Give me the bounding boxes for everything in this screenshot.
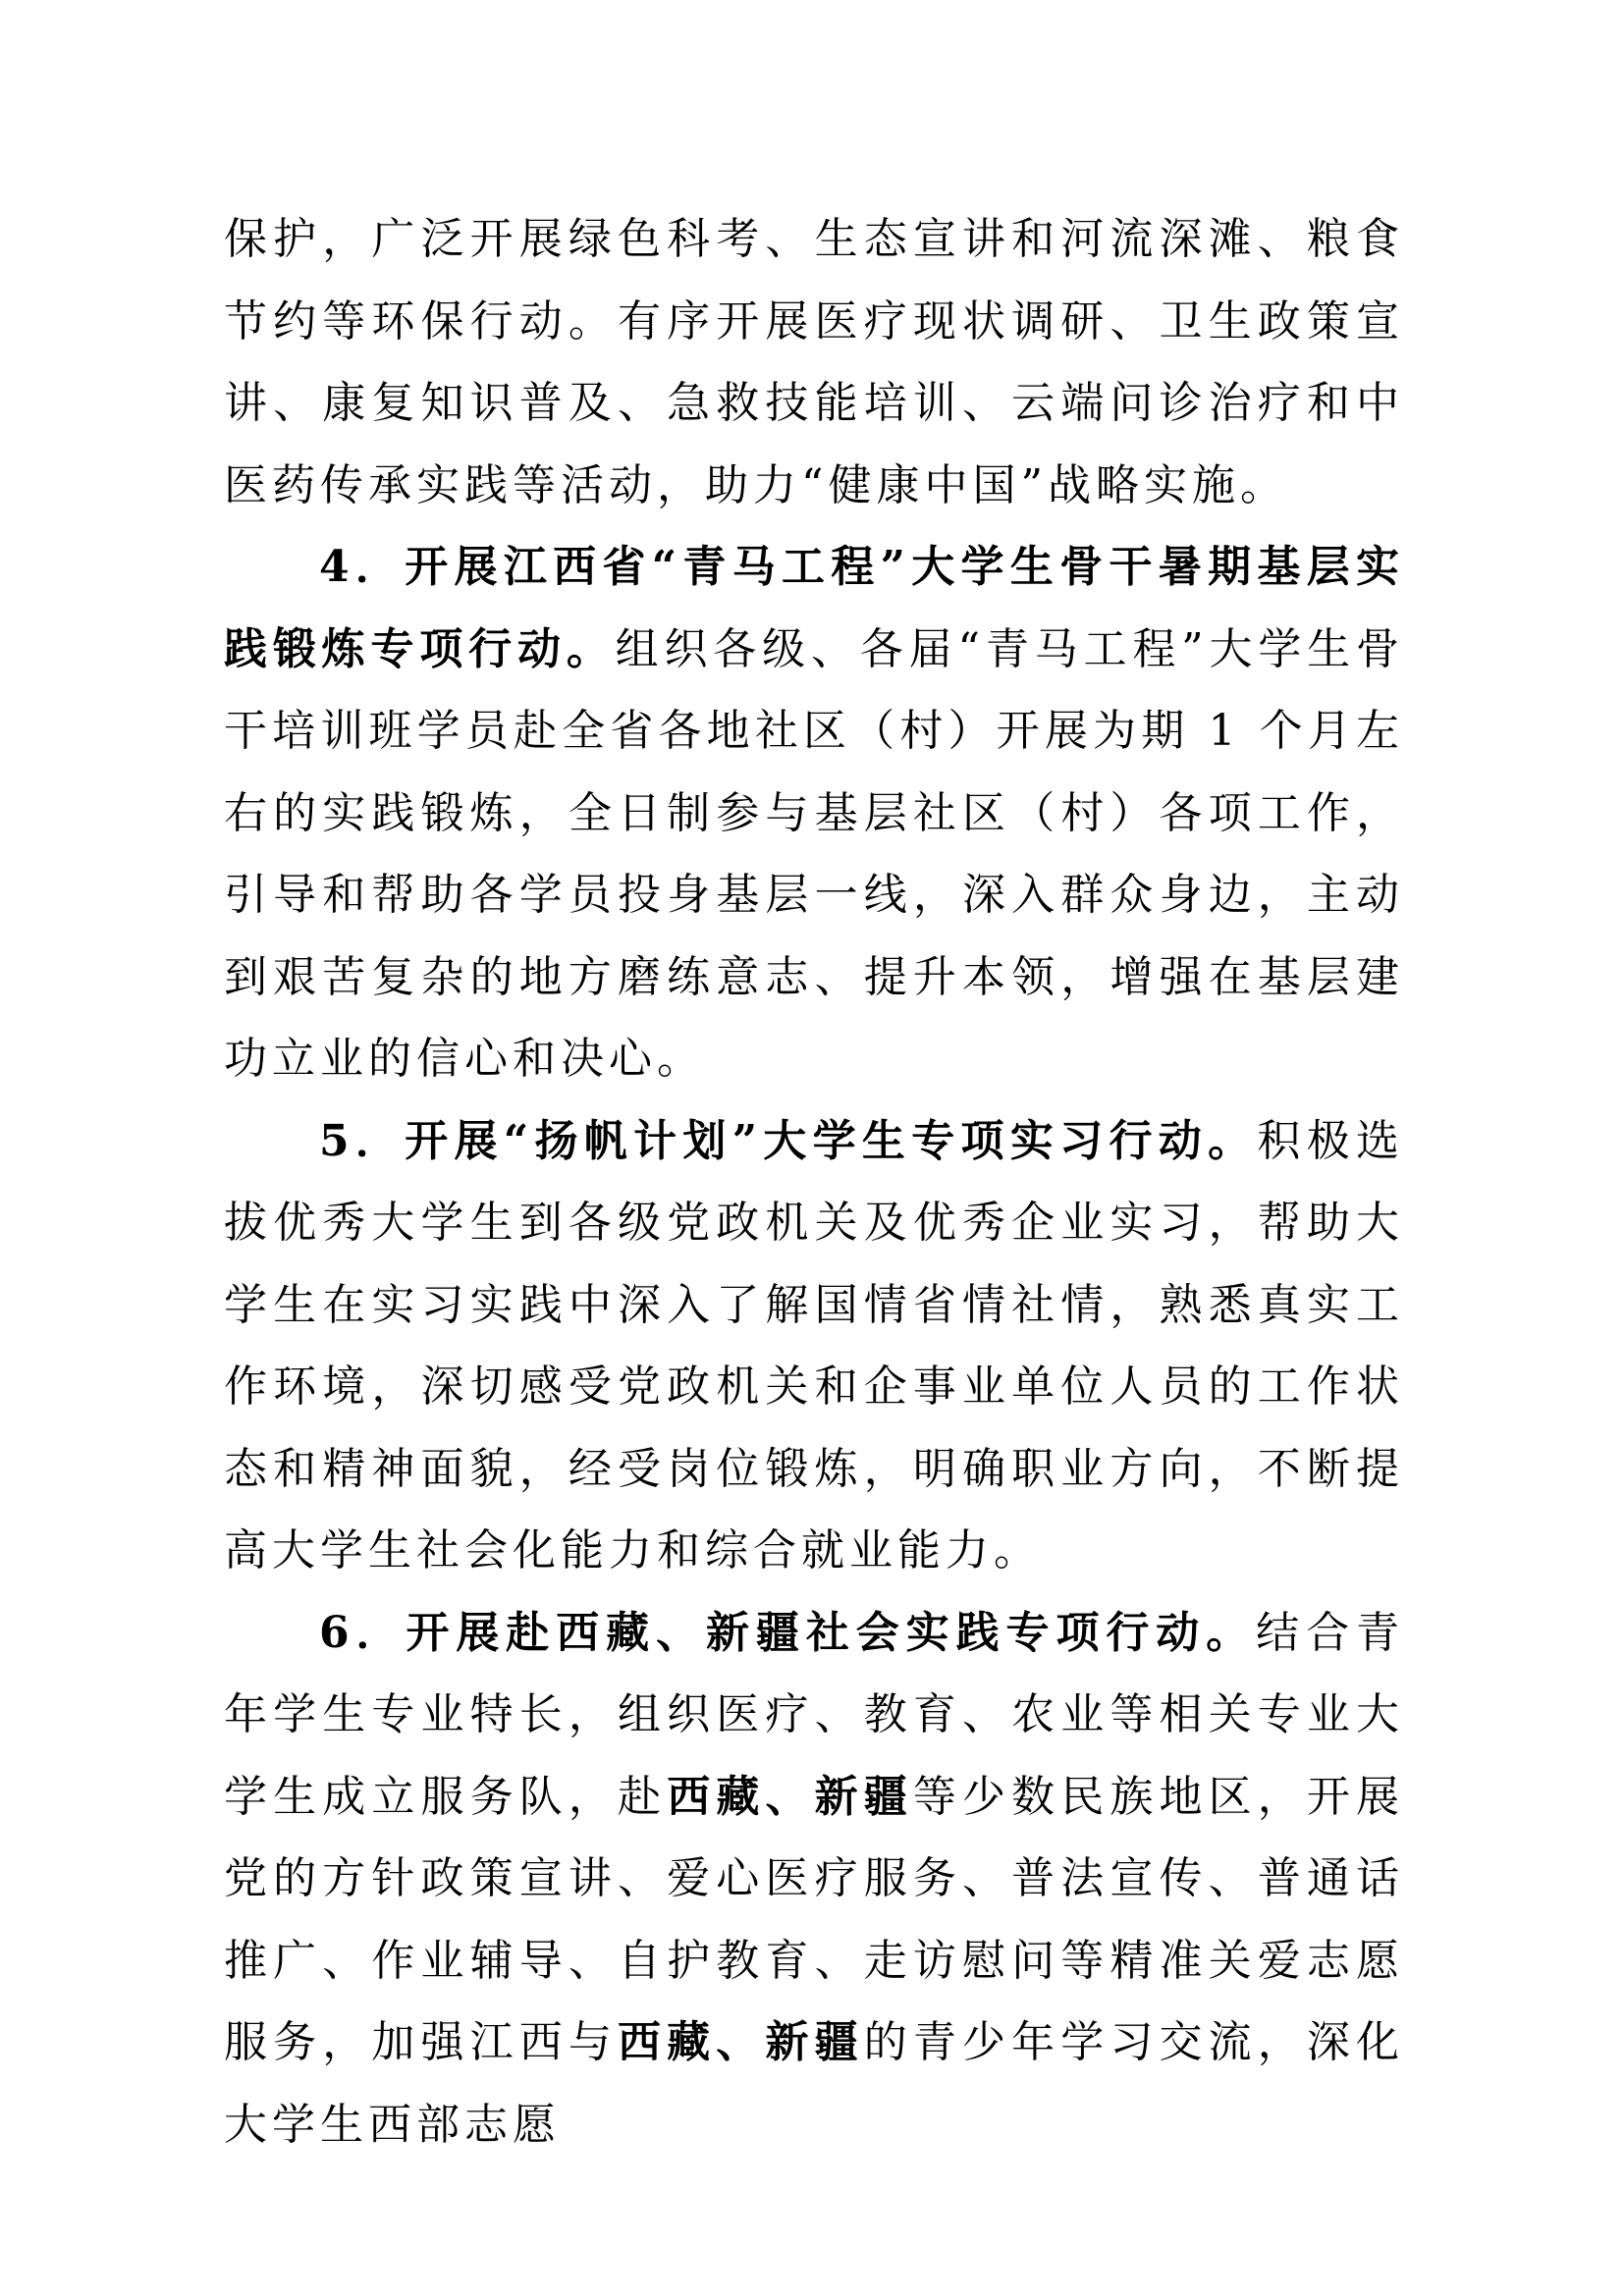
paragraph-item-5 xyxy=(224,1100,1404,1592)
document-text-body xyxy=(224,198,1404,2165)
text-run: 组织各级、各届“青马工程”大学生骨干培训班学员赴全省各地社区（村）开展为期 1 个月左右的实践锻炼，全日制参与基层社区（村）各项工作，引导和帮助各学员投身基层一线，深入群众身边，主动到艰苦复杂的地方磨练意志、提升本领，增强在基层建功立业的信心和决心。 xyxy=(224,623,1404,1084)
item-4-lead-sentence: 4．开展江西省“青马工程”大学生骨干暑期基层实践锻炼专项行动。 xyxy=(224,542,1404,674)
text-run: 的青少年学习交流，深化大学生西部志愿 xyxy=(224,2017,1405,2150)
text-run: 保护，广泛开展绿色科考、生态宣讲和河流深滩、粮食节约等环保行动。有序开展医疗现状调研、卫生政策宣讲、康复知识普及、急救技能培训、云端问诊治疗和中医药传承实践等活动，助力“健康中国”战略实施。 xyxy=(224,214,1404,510)
text-run: 等少数民族地区，开展党的方针政策宣讲、爱心医疗服务、普法宣传、普通话推广、作业辅导、自护教育、走访慰问等精准关爱志愿服务，加强江西与 xyxy=(224,1771,1405,2067)
paragraph-item-6 xyxy=(224,1592,1404,2166)
text-run: 结合青年学生专业特长，组织医疗、教育、农业等相关专业大学生成立服务队，赴 xyxy=(224,1607,1405,1822)
paragraph-item-4 xyxy=(224,526,1404,1100)
emphasis-xizang-xinjiang: 西藏、新疆 xyxy=(667,1771,913,1822)
emphasis-xizang-xinjiang: 西藏、新疆 xyxy=(618,2017,864,2067)
item-6-lead-sentence: 6．开展赴西藏、新疆社会实践专项行动。 xyxy=(319,1607,1257,1658)
text-run: 积极选拔优秀大学生到各级党政机关及优秀企业实习，帮助大学生在实习实践中深入了解国情省情社情，熟悉真实工作环境，深切感受党政机关和企事业单位人员的工作状态和精神面貌，经受岗位锻炼，明确职业方向，不断提高大学生社会化能力和综合就业能力。 xyxy=(224,1115,1405,1575)
item-5-lead-sentence: 5．开展“扬帆计划”大学生专项实习行动。 xyxy=(319,1115,1258,1166)
paragraph-continuation xyxy=(224,198,1404,526)
